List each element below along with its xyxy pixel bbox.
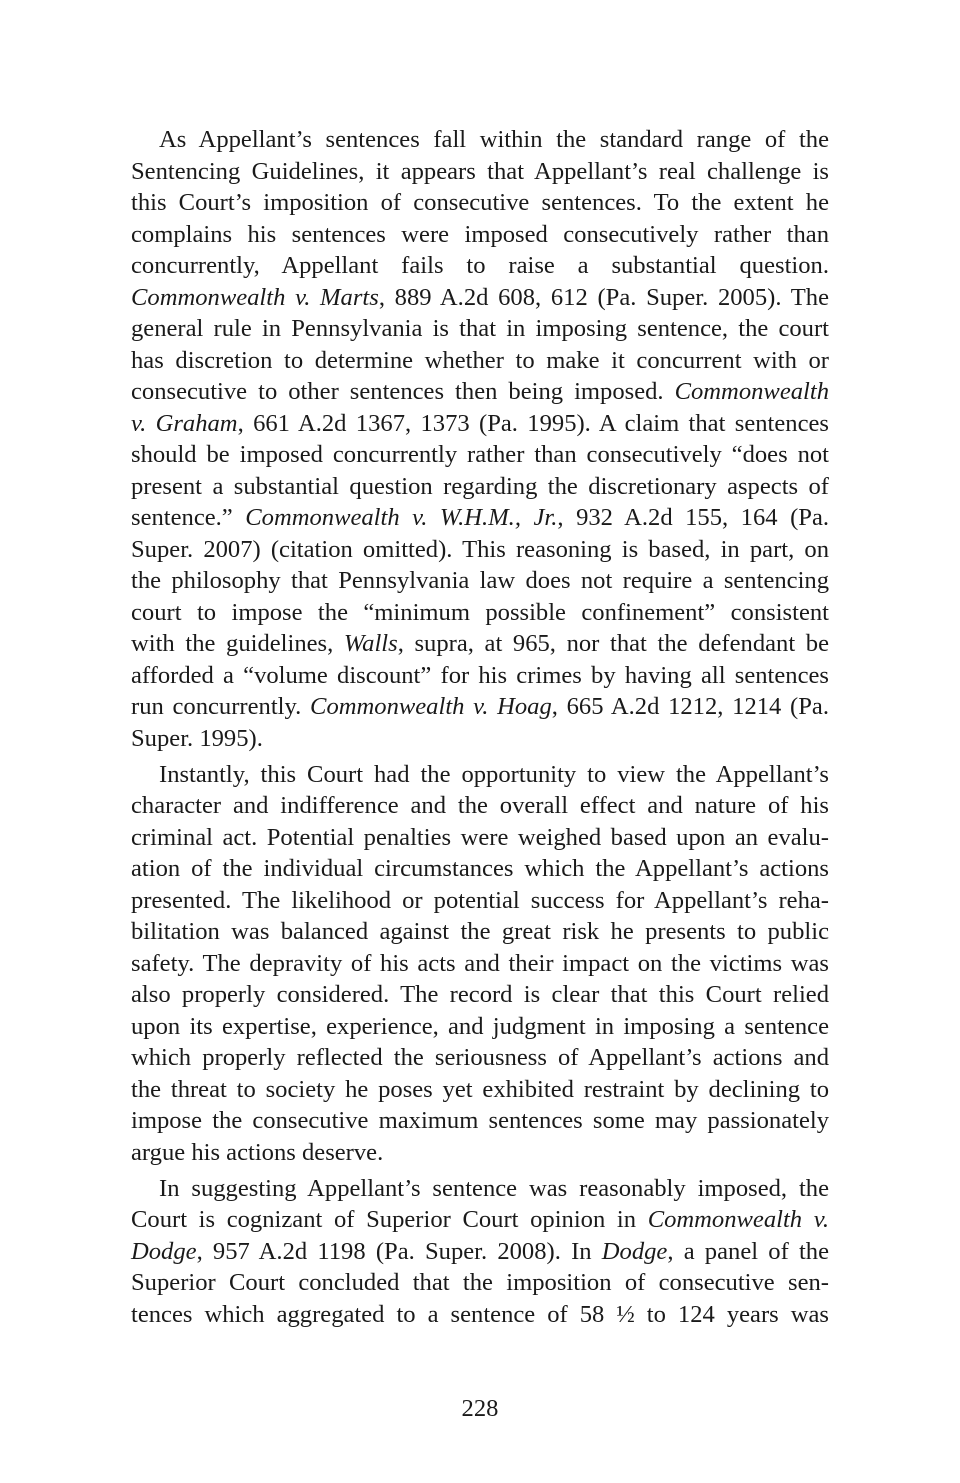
text-run: consecutive to other sentences then being imposed. xyxy=(131,378,675,405)
case-citation: Commonwealth v. W.H.M., Jr. xyxy=(245,504,558,531)
text-line xyxy=(131,822,829,854)
text-line xyxy=(131,471,829,503)
text-run: As Appellant’s sentences fall within the standard range of the xyxy=(159,126,829,153)
text-run: In suggesting Appellant’s sentence was reasonably imposed, the xyxy=(159,1174,829,1202)
case-citation: Commonwealth v. Hoag xyxy=(310,693,552,720)
text-line xyxy=(131,1236,829,1268)
text-run: run concurrently. xyxy=(131,693,311,720)
text-line xyxy=(131,660,829,692)
text-run: impose the consecutive maximum sentences some may passionately xyxy=(131,1107,829,1134)
case-citation: Commonwealth xyxy=(674,378,829,405)
text-line xyxy=(131,916,829,948)
text-run: Super. 2007) (citation omitted). This reasoning is based, in part, on xyxy=(131,535,829,563)
body-text xyxy=(131,124,829,1330)
text-line xyxy=(131,1204,829,1236)
text-run: this Court’s imposition of consecutive sentences. To the extent he xyxy=(131,189,829,216)
text-line xyxy=(131,1105,829,1137)
text-line xyxy=(131,853,829,885)
text-run: which properly reflected the seriousness of Appellant’s actions and xyxy=(131,1044,829,1071)
text-line xyxy=(131,313,829,345)
text-run: Sentencing Guidelines, it appears that Appellant’s real challenge is xyxy=(131,157,829,185)
text-run: with the guidelines, xyxy=(131,630,344,657)
text-line xyxy=(131,1299,829,1331)
text-line xyxy=(131,502,829,534)
text-line xyxy=(131,408,829,440)
text-line xyxy=(131,1137,829,1169)
case-citation: Walls xyxy=(343,630,398,657)
text-line xyxy=(131,759,829,791)
text-run: concurrently, Appellant fails to raise a substantial question. xyxy=(131,252,829,279)
text-line xyxy=(131,565,829,597)
text-line xyxy=(131,1173,829,1205)
text-line xyxy=(131,1042,829,1074)
case-citation: Commonwealth v. xyxy=(647,1206,829,1233)
text-run: , 889 A.2d 608, 612 (Pa. Super. 2005). The xyxy=(378,283,829,311)
text-line xyxy=(131,282,829,314)
page-number: 228 xyxy=(461,1395,499,1422)
text-run: , 661 A.2d 1367, 1373 (Pa. 1995). A claim that sentences xyxy=(237,409,830,437)
text-run: upon its expertise, experience, and judgment in imposing a sentence xyxy=(131,1012,829,1040)
text-line xyxy=(131,597,829,629)
text-run: safety. The depravity of his acts and their impact on the victims was xyxy=(131,949,829,977)
paragraph xyxy=(131,759,829,1169)
text-line xyxy=(131,979,829,1011)
case-citation: Dodge xyxy=(601,1237,668,1265)
text-run: criminal act. Potential penalties were weighed based upon an evalu- xyxy=(131,823,829,851)
text-line xyxy=(131,534,829,566)
text-run: tences which aggregated to a sentence of 58 ½ to 124 years was xyxy=(131,1300,829,1328)
text-run: the threat to society he poses yet exhibited restraint by declining to xyxy=(131,1075,829,1103)
text-line xyxy=(131,1267,829,1299)
text-run: has discretion to determine whether to make it concurrent with or xyxy=(131,346,829,374)
case-citation: Commonwealth v. Marts xyxy=(131,283,379,311)
text-line xyxy=(131,439,829,471)
text-run: also properly considered. The record is clear that this Court relied xyxy=(131,981,829,1008)
text-line xyxy=(131,219,829,251)
paragraph xyxy=(131,1173,829,1331)
text-run: , supra, at 965, nor that the defendant be xyxy=(397,630,830,657)
text-line xyxy=(131,124,829,156)
text-run: sentence.” xyxy=(131,504,246,531)
text-run: ation of the individual circumstances which the Appellant’s actions xyxy=(131,855,829,882)
text-run: argue his actions deserve. xyxy=(131,1138,384,1166)
text-line xyxy=(131,691,829,723)
text-line xyxy=(131,885,829,917)
text-run: bilitation was balanced against the great risk he presents to public xyxy=(131,918,829,945)
text-line xyxy=(131,156,829,188)
text-line xyxy=(131,628,829,660)
text-line xyxy=(131,250,829,282)
text-run: , 665 A.2d 1212, 1214 (Pa. xyxy=(551,693,829,720)
text-run: presented. The likelihood or potential success for Appellant’s reha- xyxy=(131,886,829,914)
case-citation: Dodge xyxy=(131,1237,197,1265)
text-run: afforded a “volume discount” for his crimes by having all sentences xyxy=(131,661,829,689)
case-citation: v. Graham xyxy=(131,409,238,437)
text-line xyxy=(131,723,829,755)
text-run: complains his sentences were imposed consecutively rather than xyxy=(131,220,829,248)
text-run: Superior Court concluded that the imposition of consecutive sen- xyxy=(131,1269,829,1296)
text-run: Super. 1995). xyxy=(131,724,263,752)
text-run: character and indifference and the overall effect and nature of his xyxy=(131,792,829,819)
text-line xyxy=(131,187,829,219)
text-line xyxy=(131,1011,829,1043)
text-line xyxy=(131,345,829,377)
text-run: the philosophy that Pennsylvania law does not require a sentencing xyxy=(131,567,829,594)
text-run: , 957 A.2d 1198 (Pa. Super. 2008). In xyxy=(196,1237,602,1265)
text-run: Instantly, this Court had the opportunity to view the Appellant’s xyxy=(159,760,829,788)
text-line xyxy=(131,790,829,822)
text-line xyxy=(131,1074,829,1106)
text-run: court to impose the “minimum possible confinement” consistent xyxy=(131,598,829,626)
text-run: , 932 A.2d 155, 164 (Pa. xyxy=(557,504,830,531)
text-run: present a substantial question regarding the discretionary aspects of xyxy=(131,472,829,500)
text-run: should be imposed concurrently rather than consecutively “does not xyxy=(131,441,829,468)
text-run: general rule in Pennsylvania is that in imposing sentence, the court xyxy=(131,315,829,342)
text-run: , a panel of the xyxy=(667,1237,830,1265)
text-line xyxy=(131,948,829,980)
text-line xyxy=(131,376,829,408)
text-run: Court is cognizant of Superior Court opinion in xyxy=(131,1206,648,1233)
paragraph xyxy=(131,124,829,754)
